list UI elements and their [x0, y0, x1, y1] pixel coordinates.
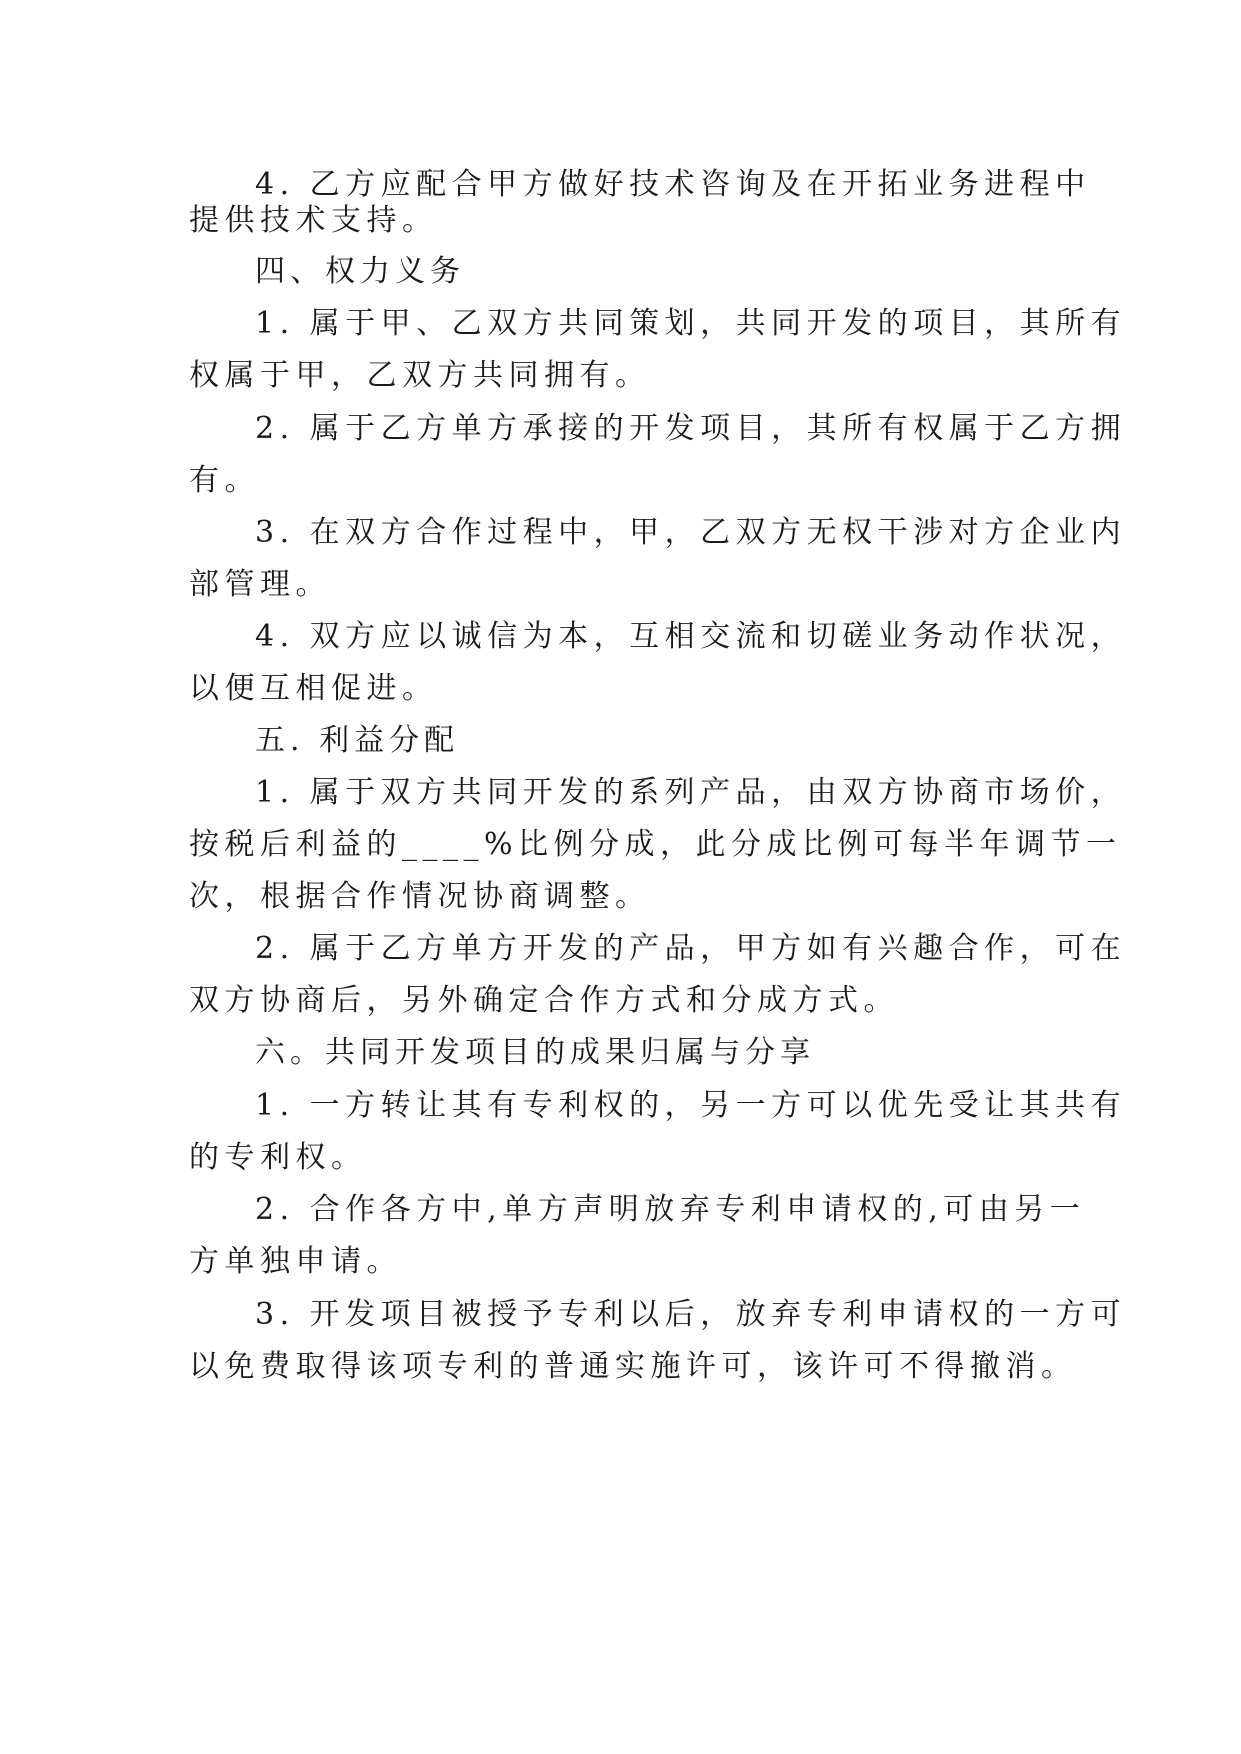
clause-5-1-line-3: 次，根据合作情况协商调整。 [189, 879, 651, 914]
clause-4-2-line-1: 2. 属于乙方单方承接的开发项目，其所有权属于乙方拥 [255, 411, 1127, 446]
clause-6-2-line-1: 2. 合作各方中,单方声明放弃专利申请权的,可由另一 [255, 1192, 1086, 1227]
clause-6-1-line-2: 的专利权。 [189, 1140, 367, 1175]
clause-4-4-line-1: 4. 双方应以诚信为本，互相交流和切磋业务动作状况， [255, 619, 1127, 654]
clause-4-1-line-2: 权属于甲，乙双方共同拥有。 [189, 358, 651, 393]
clause-4-4-line-2: 以便互相促进。 [189, 671, 438, 706]
clause-4-2-line-2: 有。 [189, 463, 260, 498]
clause-6-1-line-1: 1. 一方转让其有专利权的，另一方可以优先受让其共有 [255, 1088, 1127, 1123]
section-heading-6: 六。共同开发项目的成果归属与分享 [255, 1035, 815, 1070]
section-heading-5: 五. 利益分配 [255, 723, 460, 758]
clause-6-3-line-1: 3. 开发项目被授予专利以后，放弃专利申请权的一方可 [255, 1297, 1127, 1332]
clause-3-4-line-1: 4. 乙方应配合甲方做好技术咨询及在开拓业务进程中 [255, 167, 1091, 202]
clause-6-2-line-2: 方单独申请。 [189, 1244, 402, 1279]
clause-6-3-line-2: 以免费取得该项专利的普通实施许可，该许可不得撤消。 [189, 1349, 1077, 1384]
clause-4-1-line-1: 1. 属于甲、乙双方共同策划，共同开发的项目，其所有 [255, 306, 1127, 341]
section-heading-4: 四、权力义务 [255, 254, 465, 289]
clause-5-1-line-1: 1. 属于双方共同开发的系列产品，由双方协商市场价， [255, 775, 1127, 810]
clause-5-2-line-1: 2. 属于乙方单方开发的产品，甲方如有兴趣合作，可在 [255, 931, 1127, 966]
clause-5-1-line-2: 按税后利益的____%比例分成，此分成比例可每半年调节一 [189, 827, 1122, 862]
clause-5-2-line-2: 双方协商后，另外确定合作方式和分成方式。 [189, 983, 899, 1018]
clause-4-3-line-1: 3. 在双方合作过程中，甲，乙双方无权干涉对方企业内 [255, 515, 1127, 550]
clause-3-4-line-2: 提供技术支持。 [189, 203, 438, 238]
clause-4-3-line-2: 部管理。 [189, 567, 331, 602]
